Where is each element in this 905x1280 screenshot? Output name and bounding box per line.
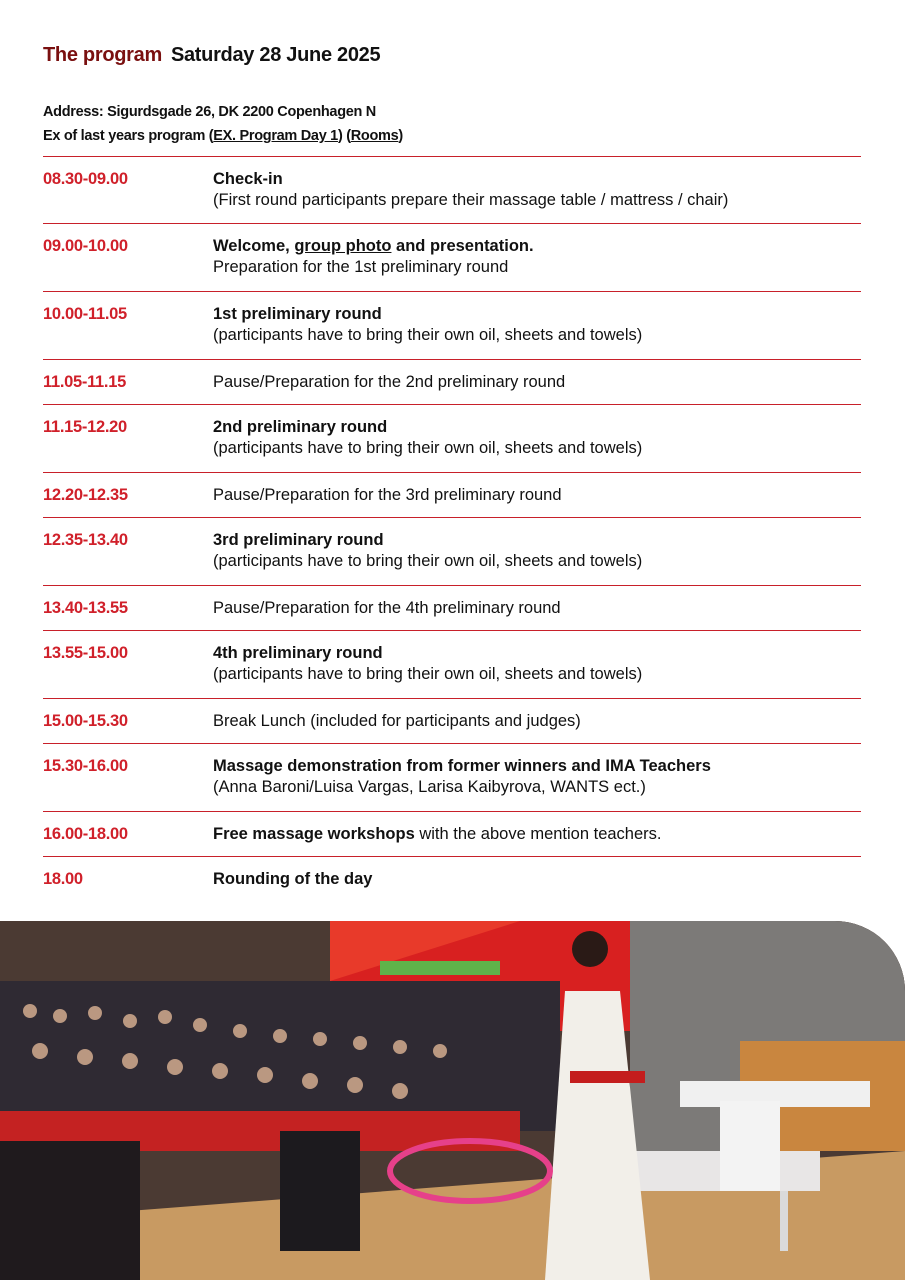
table-row: [43, 857, 861, 904]
row-detail: (participants have to bring their own oil, sheets and towels): [213, 326, 643, 344]
row-title-rest: with the above mention teachers.: [414, 825, 662, 843]
row-title: Check-in: [213, 170, 283, 188]
row-detail: (participants have to bring their own oil, sheets and towels): [213, 439, 643, 457]
time-cell: 12.35-13.40: [43, 518, 213, 586]
time-cell: 11.05-11.15: [43, 360, 213, 405]
desc-cell: [213, 292, 861, 360]
table-row: [43, 224, 861, 292]
event-photo: [0, 921, 905, 1280]
row-detail: (First round participants prepare their massage table / mattress / chair): [213, 191, 729, 209]
desc-cell: [213, 857, 861, 904]
desc-cell: [213, 744, 861, 812]
row-detail: (Anna Baroni/Luisa Vargas, Larisa Kaibyrova, WANTS ect.): [213, 778, 646, 796]
time-cell: 10.00-11.05: [43, 292, 213, 360]
link-rooms[interactable]: Rooms: [350, 128, 399, 144]
table-row: [43, 812, 861, 857]
row-title: 2nd preliminary round: [213, 418, 388, 436]
time-cell: 16.00-18.00: [43, 812, 213, 857]
address-block: [43, 100, 403, 148]
time-cell: 09.00-10.00: [43, 224, 213, 292]
time-cell: 12.20-12.35: [43, 473, 213, 518]
table-row: [43, 518, 861, 586]
schedule-table: [43, 156, 861, 903]
row-title: 1st preliminary round: [213, 305, 382, 323]
address-line: Address: Sigurdsgade 26, DK 2200 Copenhagen N: [43, 104, 376, 120]
program-date: Saturday 28 June 2025: [170, 44, 381, 66]
row-title: 3rd preliminary round: [213, 531, 384, 549]
time-cell: 11.15-12.20: [43, 405, 213, 473]
program-label: The program: [43, 44, 162, 66]
desc-cell: [213, 157, 861, 224]
time-cell: 13.55-15.00: [43, 631, 213, 699]
time-cell: 15.30-16.00: [43, 744, 213, 812]
table-row: [43, 586, 861, 631]
table-row: [43, 292, 861, 360]
table-row: [43, 157, 861, 224]
group-photo-link[interactable]: group photo: [294, 237, 392, 255]
row-title: Rounding of the day: [213, 870, 373, 888]
table-row: [43, 360, 861, 405]
time-cell: 18.00: [43, 857, 213, 904]
row-detail: (participants have to bring their own oil, sheets and towels): [213, 665, 643, 683]
event-photo-illustration: [0, 921, 905, 1280]
last-year-suffix: ): [398, 128, 403, 144]
row-title: Massage demonstration from former winners and IMA Teachers: [213, 757, 711, 775]
desc-cell: [213, 631, 861, 699]
desc-cell: Break Lunch (included for participants and judges): [213, 699, 861, 744]
desc-cell: Pause/Preparation for the 4th preliminary round: [213, 586, 861, 631]
desc-cell: [213, 405, 861, 473]
time-cell: 15.00-15.30: [43, 699, 213, 744]
page-title: [43, 44, 380, 67]
row-title: Free massage workshops: [213, 825, 415, 843]
last-year-line: [43, 124, 403, 148]
table-row: [43, 473, 861, 518]
table-row: [43, 405, 861, 473]
row-title-pre: Welcome,: [213, 237, 295, 255]
table-row: [43, 631, 861, 699]
desc-cell: [213, 812, 861, 857]
row-title: 4th preliminary round: [213, 644, 383, 662]
table-row: [43, 744, 861, 812]
desc-cell: Pause/Preparation for the 3rd preliminary round: [213, 473, 861, 518]
last-year-mid: ) (: [337, 128, 351, 144]
desc-cell: Pause/Preparation for the 2nd preliminary round: [213, 360, 861, 405]
desc-cell: [213, 518, 861, 586]
time-cell: 13.40-13.55: [43, 586, 213, 631]
row-detail: Preparation for the 1st preliminary round: [213, 258, 509, 276]
row-title-post: and presentation.: [391, 237, 534, 255]
row-title: [213, 236, 861, 257]
table-row: [43, 699, 861, 744]
link-program-day1[interactable]: EX. Program Day 1: [213, 128, 338, 144]
last-year-prefix: Ex of last years program (: [43, 128, 214, 144]
row-detail: (participants have to bring their own oil, sheets and towels): [213, 552, 643, 570]
time-cell: 08.30-09.00: [43, 157, 213, 224]
desc-cell: [213, 224, 861, 292]
